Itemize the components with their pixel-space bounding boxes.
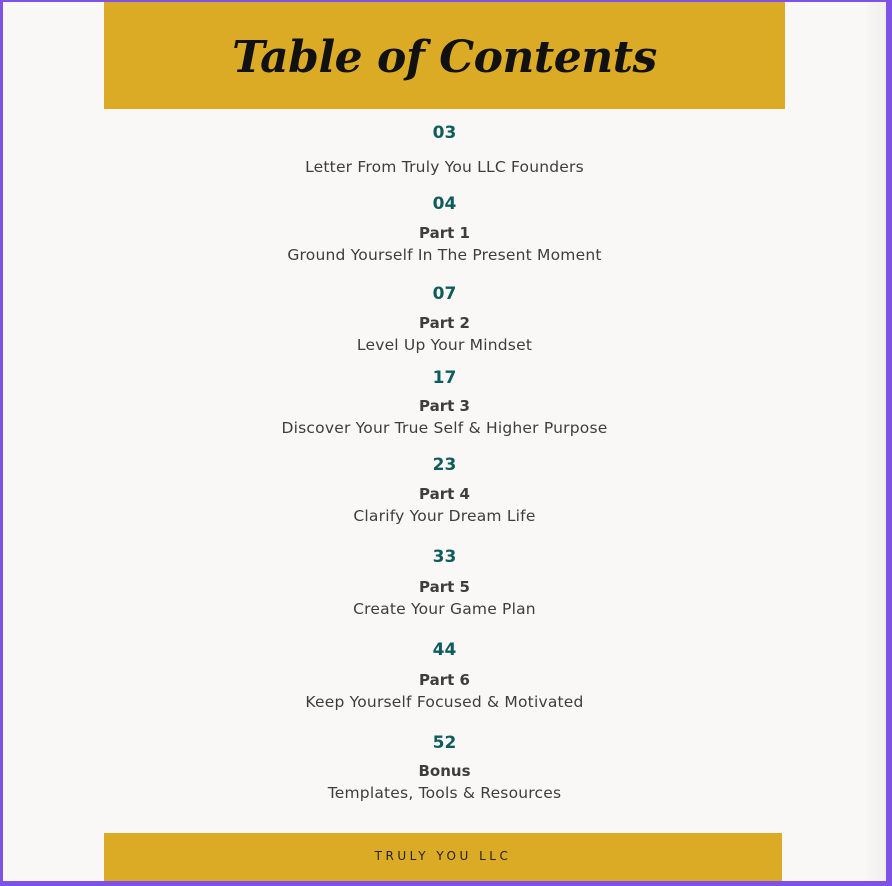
toc-entry-title: Keep Yourself Focused & Motivated [305,693,584,711]
toc-entry [104,284,785,355]
toc-page-number: 33 [432,547,457,567]
footer-banner [104,833,782,881]
toc-entry-title: Create Your Game Plan [353,600,536,618]
toc-entry-title: Letter From Truly You LLC Founders [305,158,584,176]
toc-page-number: 23 [432,455,457,475]
toc-entry-title: Clarify Your Dream Life [353,507,536,525]
toc-entry [104,455,785,526]
toc-entry-title: Level Up Your Mindset [356,336,533,354]
document-page [3,2,886,881]
toc-page-number: 03 [432,123,457,143]
toc-page-number: 04 [432,194,457,214]
toc-page-number: 07 [432,284,457,304]
header-banner [104,2,785,109]
toc-part-label: Part 1 [419,224,470,242]
toc-entry [104,123,785,177]
toc-entry-title: Discover Your True Self & Higher Purpose [281,419,608,437]
toc-page-number: 44 [432,640,457,660]
toc-part-label: Part 6 [419,671,470,689]
toc-entry [104,368,785,438]
toc-entry [104,640,785,712]
toc-page-number: 17 [432,368,457,388]
page-edge-shadow [864,2,886,881]
toc-entry-title: Templates, Tools & Resources [327,784,562,802]
toc-part-label: Part 2 [419,314,470,332]
toc-entry [104,547,785,619]
toc-part-label: Part 5 [419,578,470,596]
page-title: Table of Contents [232,32,657,83]
toc-page-number: 52 [432,733,457,753]
toc-part-label: Part 3 [419,397,470,415]
toc-entry-title: Ground Yourself In The Present Moment [287,246,602,264]
toc-entry [104,194,785,265]
toc-part-label: Bonus [418,762,471,780]
toc-entry [104,733,785,803]
footer-text: TRULY YOU LLC [374,849,512,863]
toc-part-label: Part 4 [419,485,470,503]
